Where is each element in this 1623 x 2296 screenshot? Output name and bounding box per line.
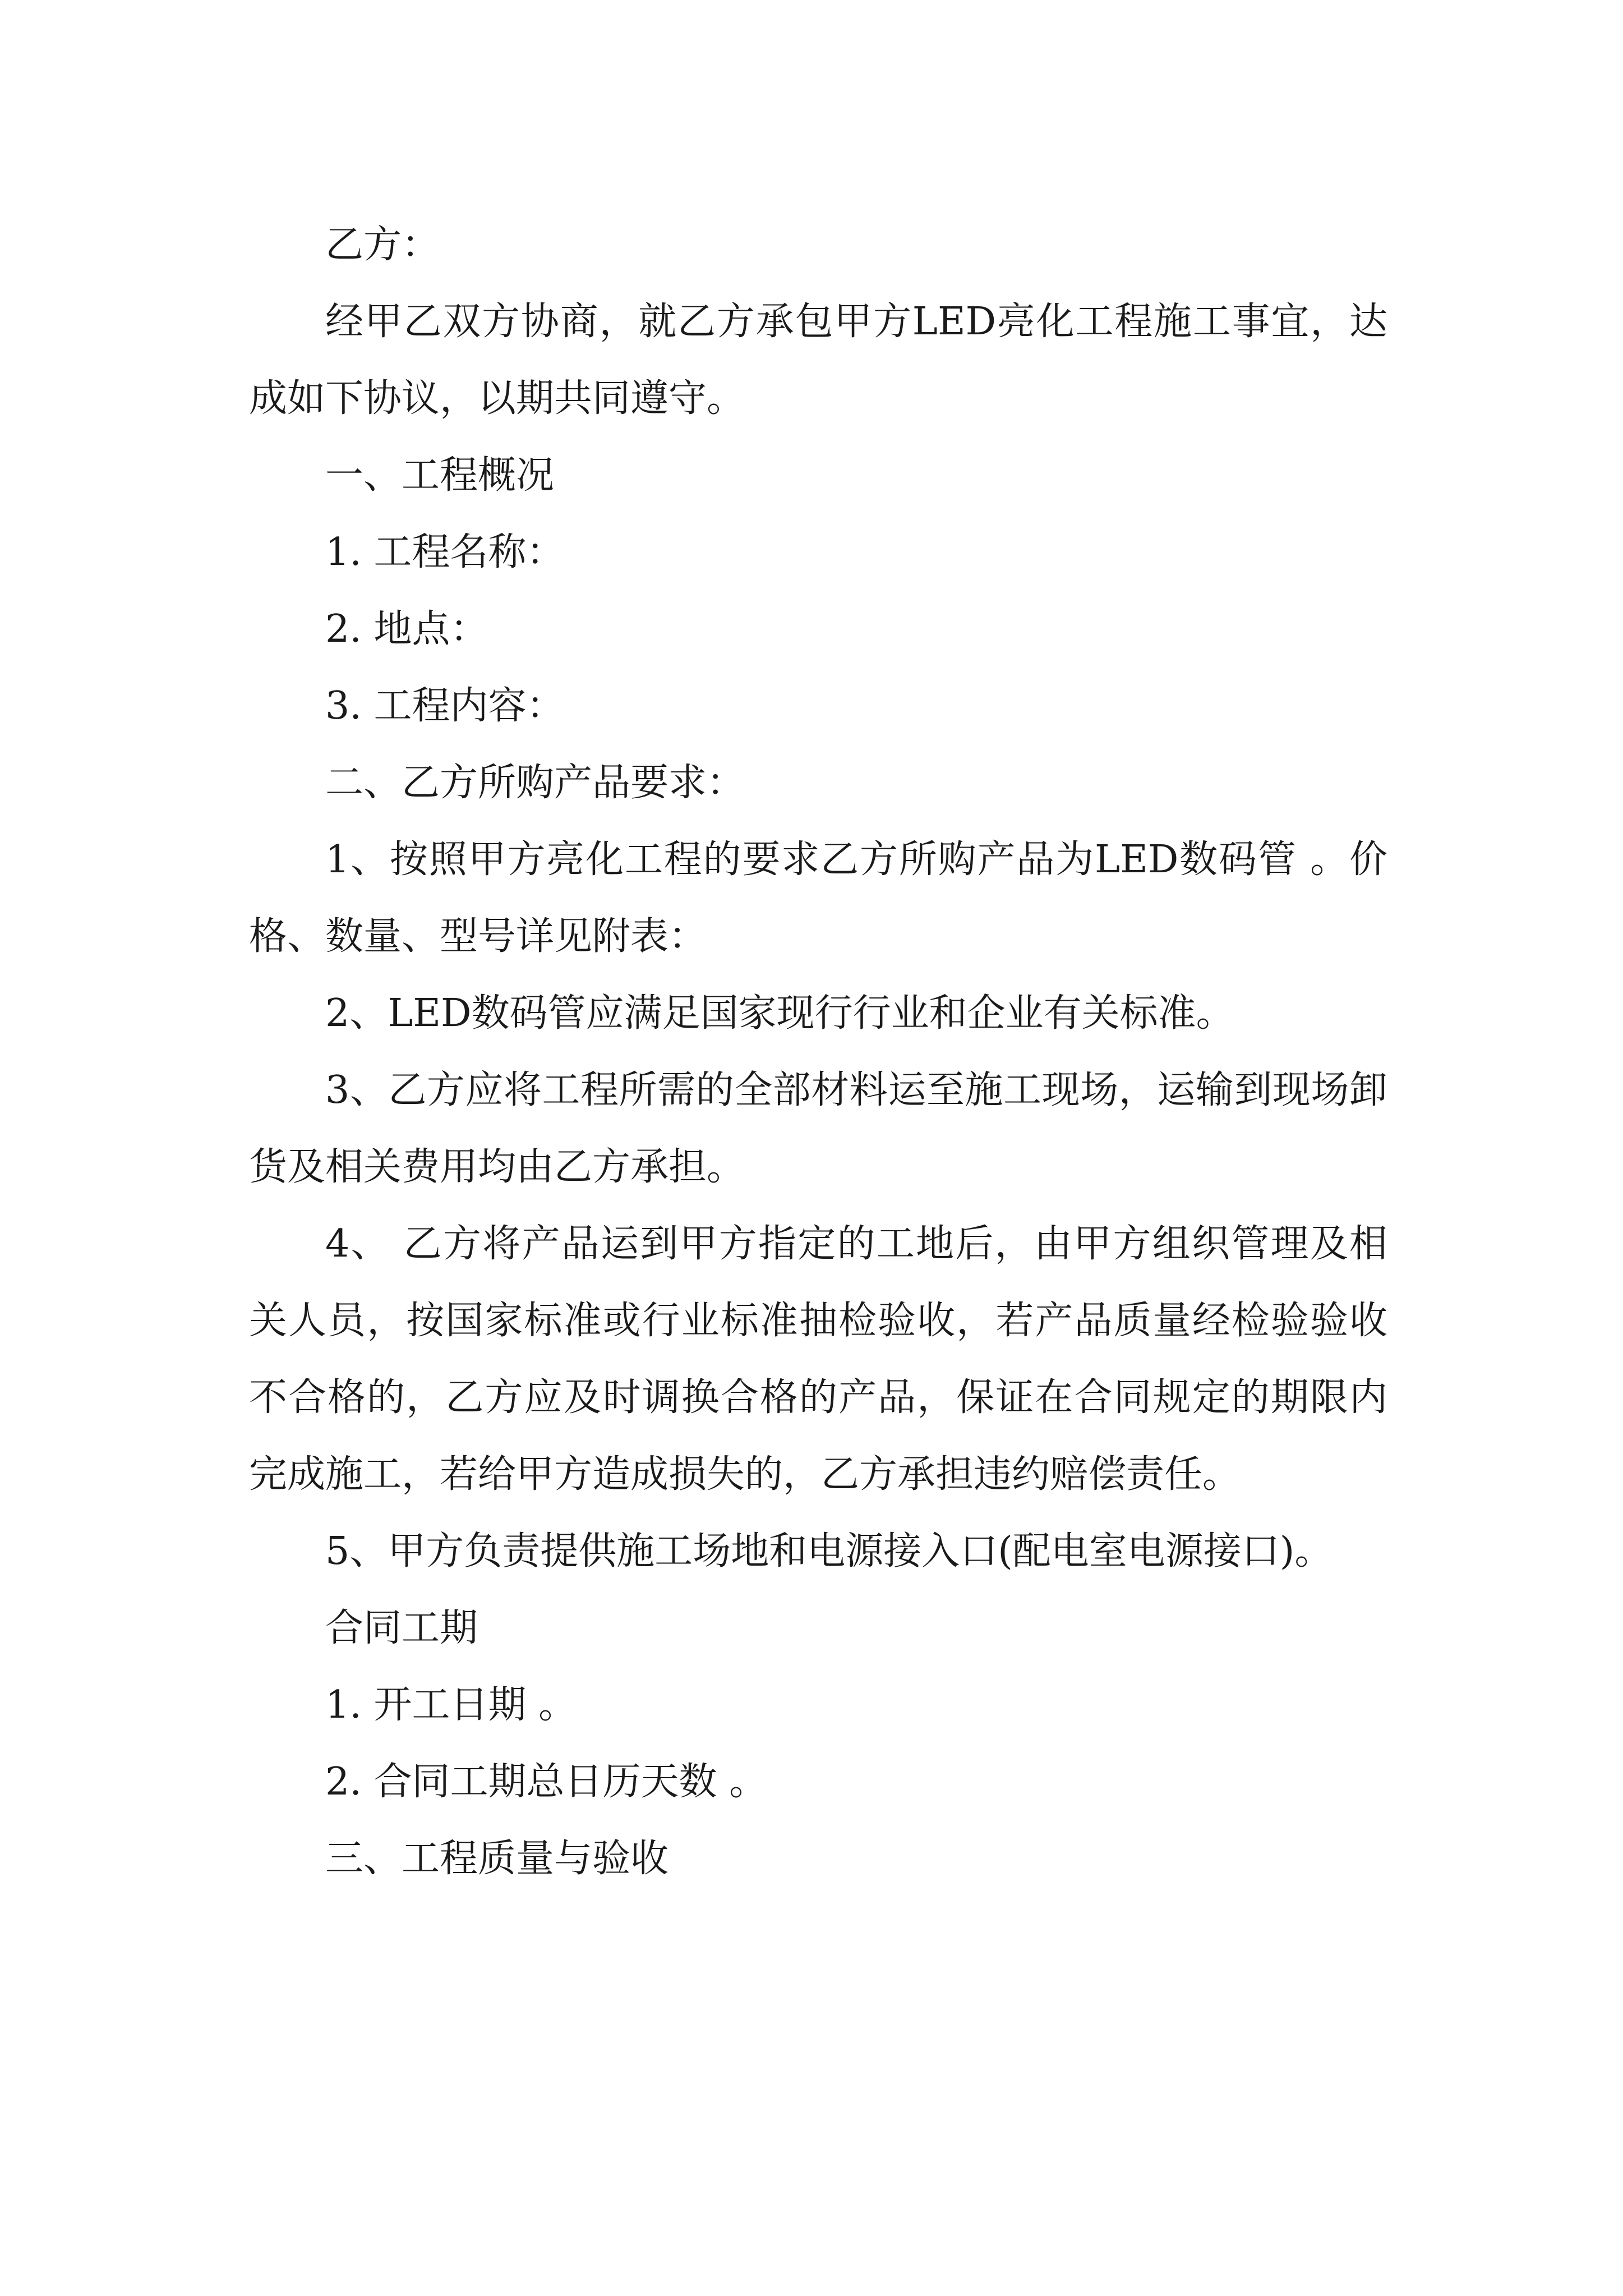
clause-2-5: 5、甲方负责提供施工场地和电源接入口(配电室电源接口)。 [325, 1529, 1333, 1573]
clause-2-2: 2、LED数码管应满足国家现行行业和企业有关标准。 [325, 991, 1234, 1036]
contract-period-heading: 合同工期 [325, 1606, 478, 1650]
party-b-label: 乙方： [325, 223, 440, 267]
clause-2-1: 1、按照甲方亮化工程的要求乙方所购产品为LED数码管 。价格、数量、型号详见附表： [249, 838, 1387, 959]
section-2-heading: 二、乙方所购产品要求： [325, 761, 745, 805]
intro-paragraph: 经甲乙双方协商，就乙方承包甲方LED亮化工程施工事宜，达成如下协议，以期共同遵守。 [249, 300, 1387, 421]
clause-2-3: 3、乙方应将工程所需的全部材料运至施工现场，运输到现场卸货及相关费用均由乙方承担。 [249, 1068, 1387, 1189]
clause-2-4: 4、 乙方将产品运到甲方指定的工地后，由甲方组织管理及相关人员，按国家标准或行业标准抽检验收，若产品质量经检验验收不合格的，乙方应及时调换合格的产品，保证在合同规定的期限内完成施工，若给甲方造成损失的，乙方承担违约赔偿责任。 [249, 1222, 1387, 1497]
total-days-item: 2. 合同工期总日历天数 。 [325, 1760, 768, 1804]
location-item: 2. 地点： [325, 607, 488, 651]
section-3-heading: 三、工程质量与验收 [325, 1837, 669, 1881]
section-1-heading: 一、工程概况 [325, 453, 555, 498]
project-name-item: 1. 工程名称： [325, 530, 565, 574]
start-date-item: 1. 开工日期 。 [325, 1683, 577, 1727]
document-body [249, 206, 1387, 1897]
project-content-item: 3. 工程内容： [325, 684, 565, 728]
